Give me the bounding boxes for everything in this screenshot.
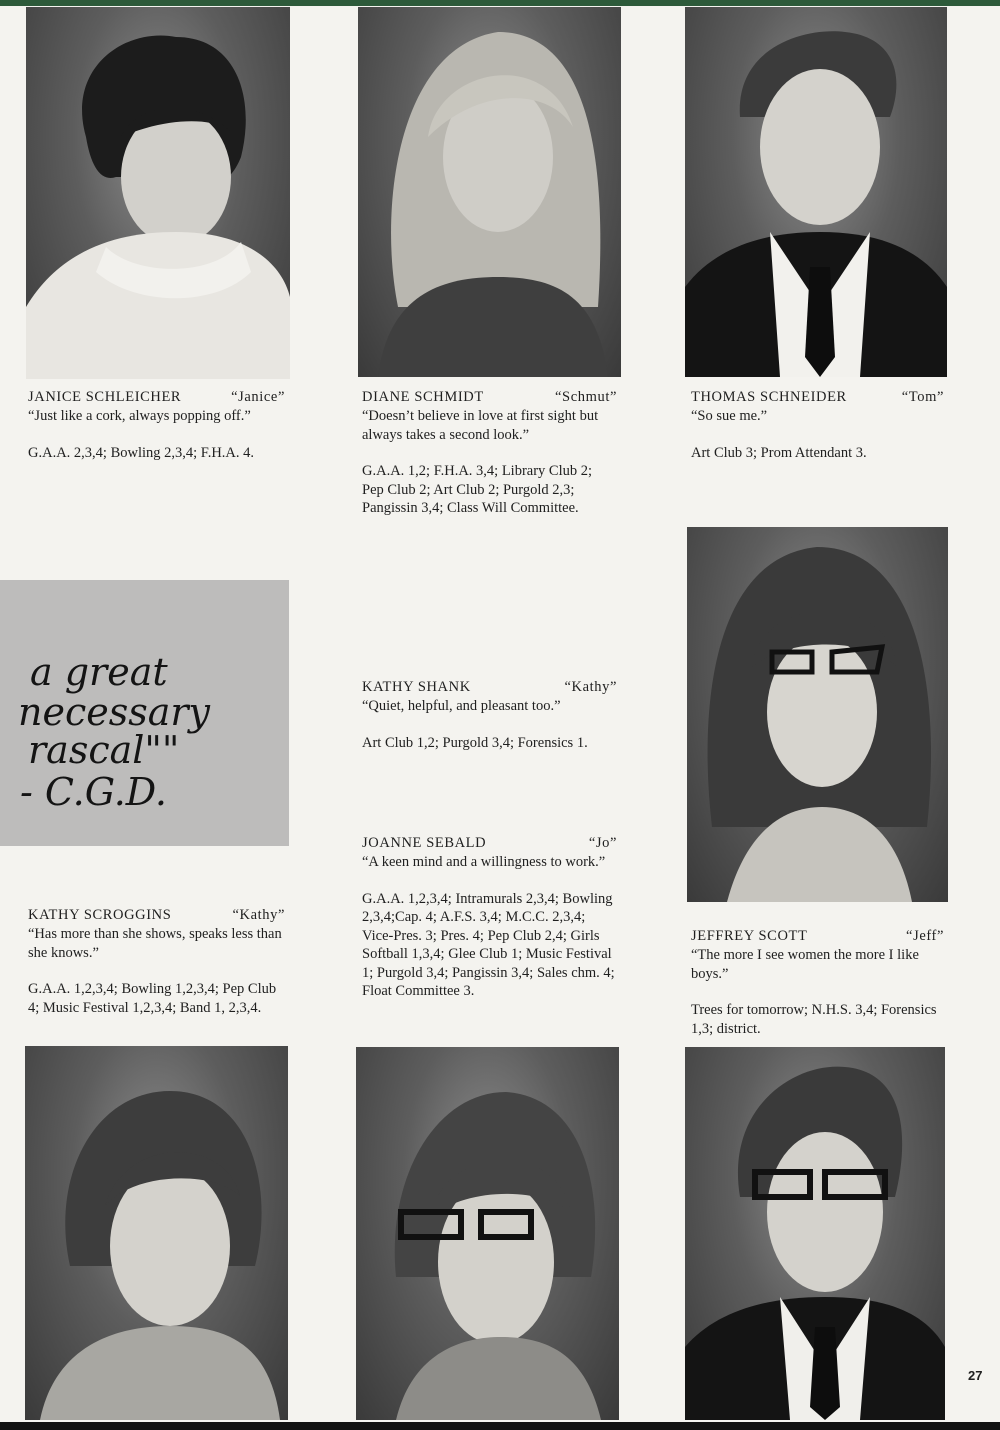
student-quote: “Doesn’t believe in love at first sight but always takes a second look.”	[362, 408, 599, 443]
portrait-thomas-schneider	[685, 7, 947, 377]
top-edge-rule	[0, 0, 1000, 6]
svg-text:- C.G.D.: - C.G.D.	[20, 770, 167, 814]
student-name: JEFFREY SCOTT	[691, 928, 808, 944]
student-name: JOANNE SEBALD	[362, 835, 487, 851]
student-activities: Trees for tomorrow; N.H.S. 3,4; Forensics 1,3; district.	[691, 1002, 937, 1037]
student-quote: “Has more than she shows, speaks less than she knows.”	[28, 926, 282, 961]
student-name: JANICE SCHLEICHER	[28, 389, 182, 405]
caption-joanne-sebald	[362, 834, 617, 1001]
portrait-janice-schleicher	[26, 7, 290, 379]
student-activities: Art Club 1,2; Purgold 3,4; Forensics 1.	[362, 734, 588, 751]
student-name: KATHY SCROGGINS	[28, 907, 172, 923]
portrait-bottom-left	[25, 1046, 288, 1420]
student-nickname: “Jeff”	[906, 928, 944, 944]
student-activities: G.A.A. 1,2; F.H.A. 3,4; Library Club 2; Pep Club 2; Art Club 2; Purgold 2,3; Pangissin 3,4; Class Will Committee.	[362, 463, 593, 516]
student-nickname: “Schmut”	[555, 389, 617, 405]
caption-thomas-schneider	[691, 388, 944, 462]
student-activities: G.A.A. 1,2,3,4; Bowling 1,2,3,4; Pep Club 4; Music Festival 1,2,3,4; Band 1, 2,3,4.	[28, 981, 277, 1016]
student-nickname: “Kathy”	[564, 679, 617, 695]
portrait-diane-schmidt	[358, 7, 621, 377]
bottom-edge-rule	[0, 1422, 1000, 1430]
student-activities: G.A.A. 1,2,3,4; Intramurals 2,3,4; Bowling 2,3,4;Cap. 4; A.F.S. 3,4; M.C.C. 2,3,4; Vice-Pres. 3; Pres. 4; Pep Club 2,4; Girls Softball 1,3,4; Glee Club 1; Music Festival 1; Purgold 3,4; Pangissin 3,4; Sales chm. 4; Float Committee 3.	[362, 890, 615, 999]
portrait-bottom-middle	[356, 1047, 619, 1420]
caption-kathy-shank	[362, 678, 617, 752]
caption-jeffrey-scott	[691, 927, 944, 1038]
student-nickname: “Janice”	[231, 389, 285, 405]
student-name: THOMAS SCHNEIDER	[691, 389, 847, 405]
svg-text:rascal"": rascal""	[28, 728, 180, 772]
svg-text:a great: a great	[30, 650, 168, 694]
student-activities: Art Club 3; Prom Attendant 3.	[691, 444, 867, 461]
student-nickname: “Jo”	[588, 835, 617, 851]
student-activities: G.A.A. 2,3,4; Bowling 2,3,4; F.H.A. 4.	[28, 444, 255, 461]
caption-diane-schmidt	[362, 388, 617, 518]
handwritten-autograph	[0, 580, 289, 846]
student-name: DIANE SCHMIDT	[362, 389, 484, 405]
student-quote: “So sue me.”	[691, 408, 768, 424]
caption-kathy-scroggins	[28, 906, 285, 1017]
student-name: KATHY SHANK	[362, 679, 471, 695]
portrait-jeffrey-scott	[687, 527, 948, 902]
student-quote: “The more I see women the more I like boys.”	[691, 947, 919, 982]
svg-text:necessary: necessary	[18, 690, 211, 734]
student-nickname: “Kathy”	[232, 907, 285, 923]
student-quote: “Just like a cork, always popping off.”	[28, 408, 251, 424]
student-nickname: “Tom”	[901, 389, 944, 405]
student-quote: “Quiet, helpful, and pleasant too.”	[362, 698, 561, 714]
portrait-bottom-right	[685, 1047, 945, 1420]
page-number: 27	[968, 1368, 983, 1383]
student-quote: “A keen mind and a willingness to work.”	[362, 854, 606, 870]
caption-janice-schleicher	[28, 388, 285, 462]
